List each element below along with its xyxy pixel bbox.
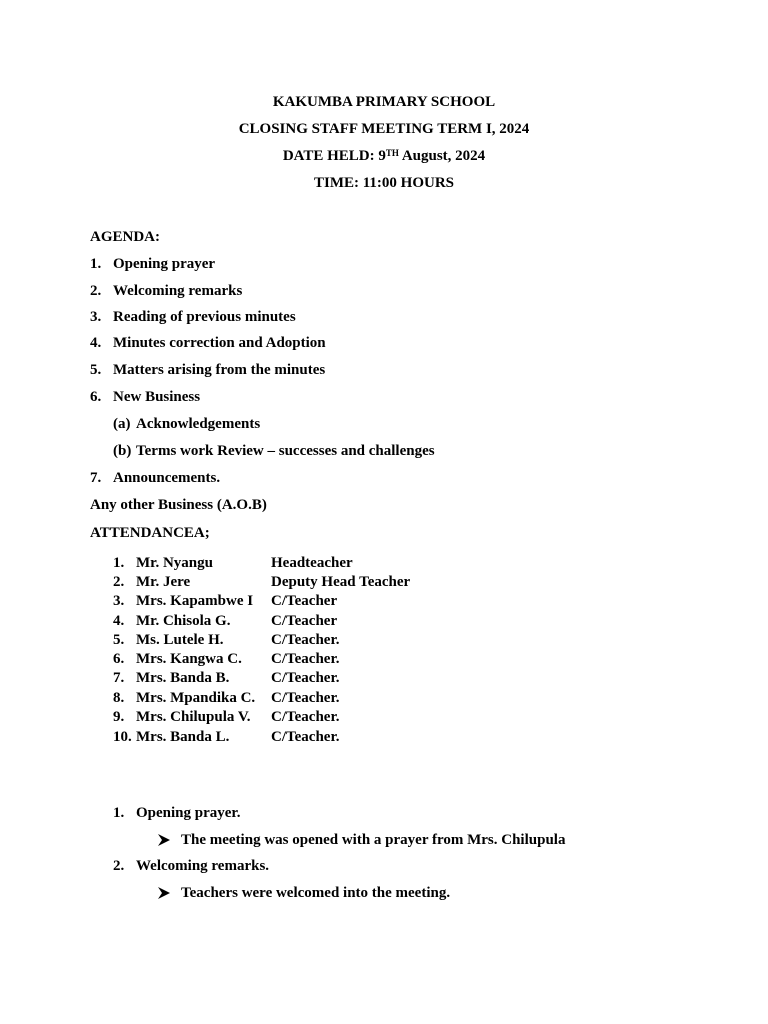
attendance-name: Mrs. Kangwa C. bbox=[136, 651, 242, 667]
agenda-item-number: 6. bbox=[90, 389, 102, 405]
arrowhead-bullet-icon bbox=[158, 884, 172, 902]
minutes-point-text: Teachers were welcomed into the meeting. bbox=[181, 885, 451, 901]
attendance-role: Deputy Head Teacher bbox=[271, 574, 411, 590]
agenda-item-text: New Business bbox=[113, 389, 201, 405]
attendance-name: Mrs. Banda B. bbox=[136, 670, 230, 686]
agenda-subitem-text: Terms work Review – successes and challenges bbox=[136, 443, 435, 459]
attendance-role: C/Teacher. bbox=[271, 709, 340, 725]
attendance-name: Mr. Nyangu bbox=[136, 555, 213, 571]
agenda-item-number: 2. bbox=[90, 283, 102, 299]
arrowhead-bullet-icon bbox=[158, 831, 172, 849]
attendance-number: 7. bbox=[113, 670, 125, 686]
attendance-number: 2. bbox=[113, 574, 125, 590]
attendance-name: Mr. Chisola G. bbox=[136, 613, 231, 629]
agenda-item-text: Opening prayer bbox=[113, 256, 216, 272]
attendance-number: 5. bbox=[113, 632, 125, 648]
agenda-item-text: Welcoming remarks bbox=[113, 283, 243, 299]
attendance-role: C/Teacher. bbox=[271, 632, 340, 648]
attendance-name: Mrs. Banda L. bbox=[136, 729, 230, 745]
attendance-number: 1. bbox=[113, 555, 125, 571]
attendance-heading: ATTENDANCEA; bbox=[90, 525, 210, 541]
agenda-item-number: 4. bbox=[90, 335, 102, 351]
attendance-role: C/Teacher bbox=[271, 613, 338, 629]
attendance-name: Mrs. Kapambwe I bbox=[136, 593, 254, 609]
school-name: KAKUMBA PRIMARY SCHOOL bbox=[272, 94, 496, 110]
attendance-name: Ms. Lutele H. bbox=[136, 632, 224, 648]
agenda-subitem-letter: (b) bbox=[113, 443, 132, 459]
attendance-number: 4. bbox=[113, 613, 125, 629]
agenda-item-text: Matters arising from the minutes bbox=[113, 362, 326, 378]
attendance-number: 6. bbox=[113, 651, 125, 667]
agenda-heading: AGENDA: bbox=[90, 229, 160, 245]
agenda-aob: Any other Business (A.O.B) bbox=[90, 497, 267, 513]
date-prefix: DATE HELD: 9 bbox=[282, 148, 386, 164]
minutes-item-number: 1. bbox=[113, 805, 125, 821]
agenda-item-text: Minutes correction and Adoption bbox=[113, 335, 326, 351]
minutes-item-title: Welcoming remarks. bbox=[136, 858, 270, 874]
attendance-role: C/Teacher bbox=[271, 593, 338, 609]
agenda-item-text: Reading of previous minutes bbox=[113, 309, 296, 325]
meeting-date bbox=[0, 147, 768, 165]
agenda-item-number: 5. bbox=[90, 362, 102, 378]
attendance-name: Mrs. Chilupula V. bbox=[136, 709, 251, 725]
attendance-number: 9. bbox=[113, 709, 125, 725]
attendance-role: Headteacher bbox=[271, 555, 353, 571]
attendance-role: C/Teacher. bbox=[271, 670, 340, 686]
attendance-number: 3. bbox=[113, 593, 125, 609]
minutes-item-title: Opening prayer. bbox=[136, 805, 241, 821]
meeting-time: TIME: 11:00 HOURS bbox=[313, 175, 454, 191]
minutes-point-text: The meeting was opened with a prayer from Mrs. Chilupula bbox=[181, 832, 566, 848]
attendance-name: Mr. Jere bbox=[136, 574, 191, 590]
attendance-number: 10. bbox=[113, 729, 132, 745]
agenda-item-text: Announcements. bbox=[113, 470, 221, 486]
attendance-role: C/Teacher. bbox=[271, 729, 340, 745]
date-ordinal: TH bbox=[385, 148, 399, 158]
attendance-number: 8. bbox=[113, 690, 125, 706]
minutes-item-number: 2. bbox=[113, 858, 125, 874]
agenda-subitem-letter: (a) bbox=[113, 416, 131, 432]
attendance-role: C/Teacher. bbox=[271, 651, 340, 667]
agenda-item-number: 7. bbox=[90, 470, 102, 486]
date-suffix: August, 2024 bbox=[398, 148, 486, 164]
attendance-name: Mrs. Mpandika C. bbox=[136, 690, 256, 706]
attendance-role: C/Teacher. bbox=[271, 690, 340, 706]
agenda-item-number: 3. bbox=[90, 309, 102, 325]
meeting-title: CLOSING STAFF MEETING TERM I, 2024 bbox=[238, 121, 530, 137]
agenda-subitem-text: Acknowledgements bbox=[136, 416, 261, 432]
agenda-item-number: 1. bbox=[90, 256, 102, 272]
